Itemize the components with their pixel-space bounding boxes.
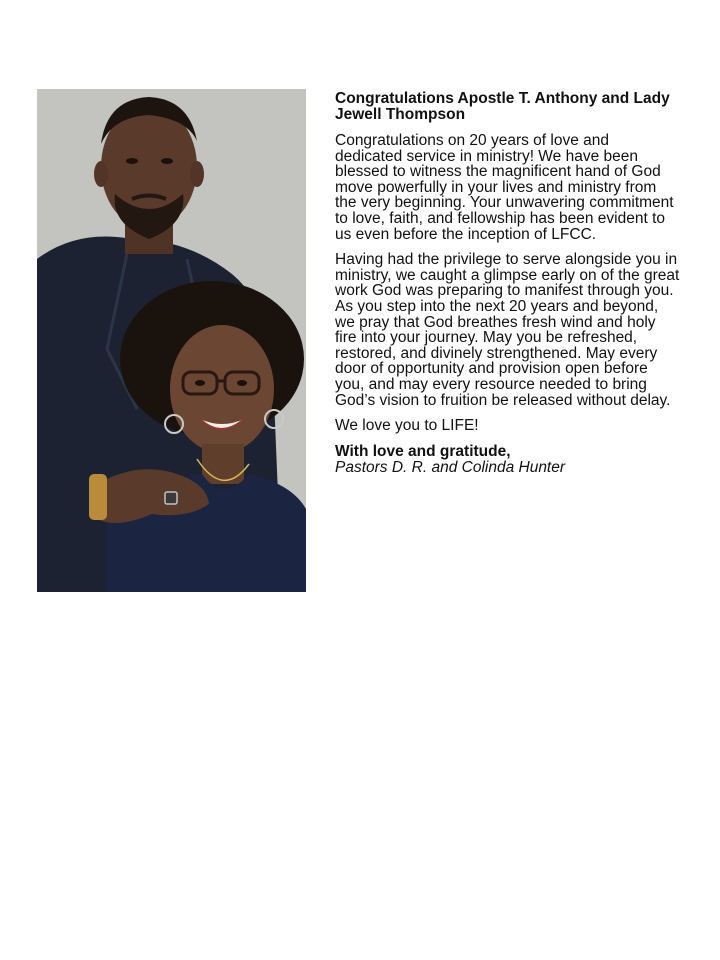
letter-signoff: With love and gratitude, — [335, 442, 511, 460]
letter-heading: Congratulations Apostle T. Anthony and Lady Jewell Thompson — [335, 90, 670, 123]
letter-signature: Pastors D. R. and Colinda Hunter — [335, 458, 566, 476]
letter-paragraph-1: Congratulations on 20 years of love and dedicated service in ministry! We have been blessed to witness the magnificent hand of God move powerfully in your lives and ministry from the very beginning. Your unwavering commitment to love, faith, and fellowship has been evident to us even before the inception of LFCC. — [335, 132, 674, 243]
letter-paragraph-2: Having had the privilege to serve alongside you in ministry, we caught a glimpse early on of the great work God was preparing to manifest through you. As you step into the next 20 years and beyond, we pray that God breathes fresh wind and holy fire into your journey. May you be refreshed, restored, and divinely strengthened. May every door of opportunity and provision open before you, and may every resource needed to bring God’s vision to fruition be released without delay. — [335, 251, 680, 409]
couple-photo — [37, 89, 306, 592]
letter-paragraph-3: We love you to LIFE! — [335, 417, 479, 435]
letter-text — [335, 91, 680, 476]
